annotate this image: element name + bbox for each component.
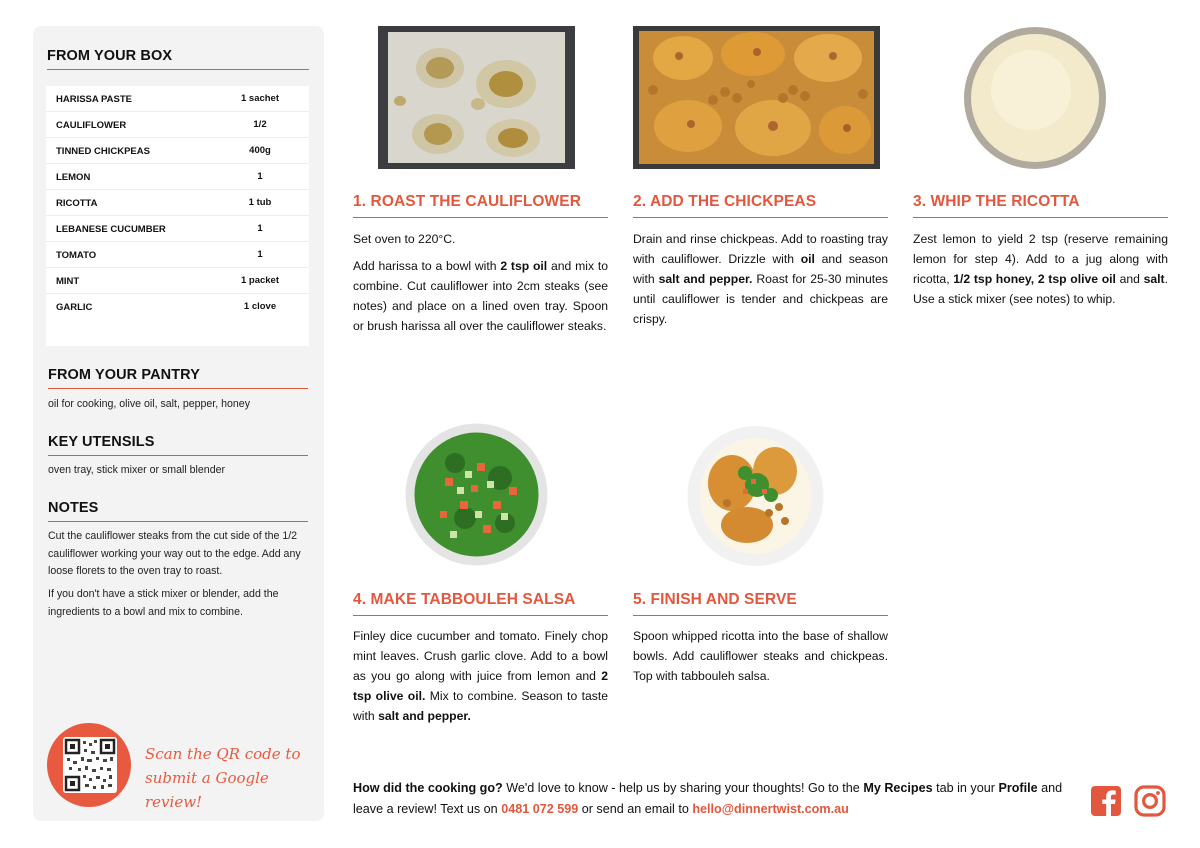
notes-paragraph: If you don't have a stick mixer or blender, add the ingredients to a bowl and mix to combine. [48, 588, 279, 618]
step-5-title: 5. FINISH AND SERVE [633, 591, 888, 616]
footer-review-text [353, 778, 1073, 820]
notes-title: NOTES [48, 500, 308, 522]
footer-text: or send an email to [578, 802, 693, 816]
step-4-image [405, 423, 548, 566]
ingredient-name: LEMON [56, 172, 91, 183]
step-2-body [633, 229, 888, 336]
utensils-title: KEY UTENSILS [48, 434, 308, 456]
ingredient-name: TINNED CHICKPEAS [56, 146, 150, 157]
ingredient-name: TOMATO [56, 250, 97, 261]
step-3-image [963, 26, 1107, 170]
ingredient-qty: 1 tub [248, 197, 272, 208]
step-5-body [633, 626, 888, 693]
sidebar [33, 26, 324, 821]
step-2-image [633, 26, 880, 169]
qr-code-icon[interactable] [63, 737, 117, 793]
footer-text: and leave a review! Text us on [353, 781, 1063, 816]
qr-review-text: Scan the QR code to submit a Google review! [145, 745, 301, 811]
ingredient-qty: 1 [257, 171, 263, 182]
pantry-text: oil for cooking, olive oil, salt, pepper, honey [48, 398, 250, 410]
ingredient-name: MINT [56, 276, 80, 287]
ingredient-name: HARISSA PASTE [56, 94, 133, 105]
ingredient-qty: 1 [257, 223, 263, 234]
step-paragraph: Zest lemon to yield 2 tsp (reserve remaining lemon for step 4). Add to a jug along with ricotta, 1/2 tsp honey, 2 tsp olive oil and salt. Use a stick mixer (see notes) to whip. [913, 232, 1169, 306]
from-box-title: FROM YOUR BOX [47, 48, 309, 70]
ingredient-row [46, 190, 309, 216]
ingredient-name: LEBANESE CUCUMBER [56, 224, 166, 235]
ingredient-qty: 1 [257, 249, 263, 260]
ingredient-qty: 1 clove [243, 301, 277, 312]
step-paragraph: Finley dice cucumber and tomato. Finely chop mint leaves. Crush garlic clove. Add to a bowl as you go along with juice from lemon and 2 tsp olive oil. Mix to combine. Season to taste with salt and pepper. [353, 629, 608, 723]
footer-question: How did the cooking go? [353, 781, 503, 795]
facebook-icon[interactable] [1090, 785, 1122, 817]
profile-link[interactable]: Profile [998, 781, 1038, 795]
step-2-title: 2. ADD THE CHICKPEAS [633, 193, 888, 218]
ingredient-row [46, 294, 309, 320]
step-5-image [687, 423, 824, 566]
ingredient-row [46, 86, 309, 112]
ingredient-row [46, 164, 309, 190]
step-4-body [353, 626, 608, 733]
ingredient-name: RICOTTA [56, 198, 98, 209]
my-recipes-link[interactable]: My Recipes [863, 781, 933, 795]
ingredient-row [46, 242, 309, 268]
ingredient-row [46, 216, 309, 242]
qr-badge [47, 723, 131, 807]
footer-text: tab in your [932, 781, 999, 795]
notes-paragraph: Cut the cauliflower steaks from the cut side of the 1/2 cauliflower working your way out to the edge. Add any loose florets to the oven tray to roast. [48, 530, 301, 577]
step-1-title: 1. ROAST THE CAULIFLOWER [353, 193, 608, 218]
step-paragraph: Set oven to 220°C. [353, 232, 456, 246]
step-paragraph: Add harissa to a bowl with 2 tsp oil and mix to combine. Cut cauliflower into 2cm steaks (see notes) and place on a lined oven tray. Spoon or brush harissa all over the cauliflower steaks. [353, 259, 608, 333]
ingredient-name: CAULIFLOWER [56, 120, 127, 131]
step-1-image [378, 26, 575, 169]
phone-link[interactable]: 0481 072 599 [501, 802, 579, 816]
ingredient-qty: 1 packet [240, 275, 280, 286]
ingredient-list [46, 86, 309, 346]
ingredient-qty: 1/2 [253, 119, 267, 130]
ingredient-row [46, 112, 309, 138]
step-3-title: 3. WHIP THE RICOTTA [913, 193, 1168, 218]
pantry-title: FROM YOUR PANTRY [48, 367, 308, 389]
step-paragraph: Spoon whipped ricotta into the base of shallow bowls. Add cauliflower steaks and chickpeas. Top with tabbouleh salsa. [633, 629, 888, 683]
step-1-body [353, 229, 608, 343]
footer-text: We'd love to know - help us by sharing your thoughts! Go to the [502, 781, 864, 795]
ingredient-qty: 400g [249, 145, 271, 156]
ingredient-row [46, 138, 309, 164]
ingredient-qty: 1 sachet [240, 93, 280, 104]
ingredient-name: GARLIC [56, 302, 93, 313]
email-link[interactable]: hello@dinnertwist.com.au [692, 802, 849, 816]
step-3-body [913, 229, 1168, 316]
instagram-icon[interactable] [1134, 785, 1166, 817]
ingredient-row [46, 268, 309, 294]
utensils-text: oven tray, stick mixer or small blender [48, 464, 226, 476]
step-paragraph: Drain and rinse chickpeas. Add to roasting tray with cauliflower. Drizzle with oil and season with salt and pepper. Roast for 25-30 minutes until cauliflower is tender and chickpeas are crispy. [633, 232, 888, 326]
step-4-title: 4. MAKE TABBOULEH SALSA [353, 591, 608, 616]
